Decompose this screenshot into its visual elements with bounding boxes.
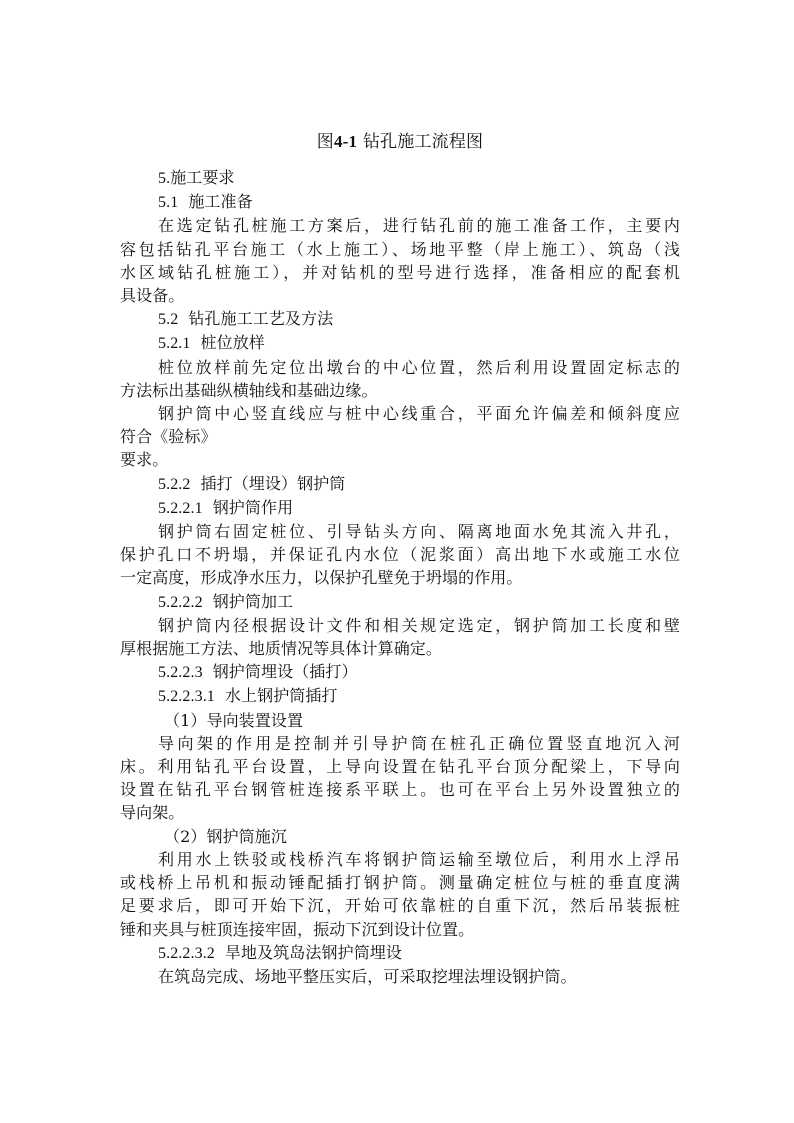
paragraph-line: 桩位放样前先定位出墩台的中心位置，然后利用设置固定标志的 [158, 357, 680, 377]
section-title: 水上钢护筒插打 [224, 686, 338, 706]
paragraph-line: 在选定钻孔桩施工方案后，进行钻孔前的施工准备工作，主要内 [158, 216, 680, 236]
caption-number: 4-1 [333, 132, 358, 151]
section-number: 5.2.1 [158, 335, 191, 353]
paragraph-line: 符合《验标》 [120, 427, 217, 447]
section-number: 5.2.2.3.2 [158, 944, 215, 962]
section-heading [120, 166, 680, 190]
section-heading [120, 190, 680, 214]
paragraph-line: 导向架的作用是控制并引导护筒在桩孔正确位置竖直地沉入河 [158, 733, 680, 753]
section-title: 钢护筒加工 [212, 591, 294, 611]
sub-heading: （1）导向装置设置 [164, 710, 304, 730]
section-heading [120, 496, 680, 520]
paragraph-line: 厚根据施工方法、地质情况等具体计算确定。 [120, 639, 443, 659]
section-title: 钻孔施工工艺及方法 [188, 309, 334, 329]
caption-title: 钻孔施工流程图 [362, 132, 484, 152]
paragraph-line: 锤和夹具与桩顶连接牢固，振动下沉到设计位置。 [120, 919, 475, 939]
section-title: 钢护筒作用 [212, 497, 294, 517]
figure-caption [120, 128, 680, 156]
paragraph-line: 要求。 [120, 450, 169, 470]
paragraph-line: 导向架。 [120, 803, 185, 823]
section-heading [120, 590, 680, 614]
section-title: 施工要求 [170, 168, 235, 187]
section-heading [120, 331, 680, 355]
section-number: 5.2.2.2 [158, 593, 203, 611]
section-number: 5.2 [158, 311, 179, 329]
section-title: 桩位放样 [200, 333, 265, 353]
paragraph-line: 钢护筒中心竖直线应与桩中心线重合，平面允许偏差和倾斜度应 [158, 404, 680, 424]
section-heading [120, 941, 680, 965]
document-body [120, 166, 680, 988]
paragraph-line: 钢护筒内径根据设计文件和相关规定选定，钢护筒加工长度和壁 [158, 615, 680, 635]
paragraph-line: 钢护筒右固定桩位、引导钻头方向、隔离地面水免其流入井孔， [158, 522, 680, 542]
section-number: 5.2.2 [158, 475, 191, 493]
section-heading [120, 684, 680, 708]
document-page [120, 120, 680, 988]
section-number: 5.2.2.3.1 [158, 688, 215, 706]
sub-heading: （2）钢护筒施沉 [164, 826, 287, 846]
paragraph-line: 设置在钻孔平台钢管桩连接系平联上。也可在平台上另外设置独立的 [120, 780, 680, 800]
section-number: 5.1 [158, 194, 179, 212]
paragraph-line: 具设备。 [120, 286, 185, 306]
section-number: 5. [158, 170, 171, 187]
paragraph-line: 足要求后，即可开始下沉，开始可依靠桩的自重下沉，然后吊装振桩 [120, 896, 680, 916]
section-title: 钢护筒埋设（插打） [212, 662, 358, 682]
paragraph-line: 或栈桥上吊机和振动锤配插打钢护筒。测量确定桩位与桩的垂直度满 [120, 873, 680, 893]
paragraph-line: 床。利用钻孔平台设置，上导向设置在钻孔平台顶分配梁上，下导向 [120, 757, 680, 777]
paragraph-line: 在筑岛完成、场地平整压实后，可采取挖埋法埋设钢护筒。 [158, 966, 577, 986]
paragraph-line: 利用水上铁驳或栈桥汽车将钢护筒运输至墩位后，利用水上浮吊 [158, 849, 680, 869]
paragraph-line: 一定高度，形成净水压力，以保护孔壁免于坍塌的作用。 [120, 568, 523, 588]
paragraph-line: 水区域钻孔桩施工），并对钻机的型号进行选择，准备相应的配套机 [120, 262, 680, 282]
paragraph-line: 方法标出基础纵横轴线和基础边缘。 [120, 380, 378, 400]
caption-prefix: 图 [316, 132, 334, 152]
section-title: 施工准备 [188, 192, 253, 212]
section-number: 5.2.2.1 [158, 499, 203, 517]
section-title: 插打（埋设）钢护筒 [200, 473, 346, 493]
paragraph-line: 保护孔口不坍塌，并保证孔内水位（泥浆面）高出地下水或施工水位 [120, 545, 680, 565]
section-heading [120, 307, 680, 331]
section-number: 5.2.2.3 [158, 664, 203, 682]
section-heading [120, 660, 680, 684]
paragraph-line: 容包括钻孔平台施工（水上施工）、场地平整（岸上施工）、筑岛（浅 [120, 239, 680, 259]
section-heading [120, 472, 680, 496]
section-title: 旱地及筑岛法钢护筒埋设 [224, 942, 403, 962]
